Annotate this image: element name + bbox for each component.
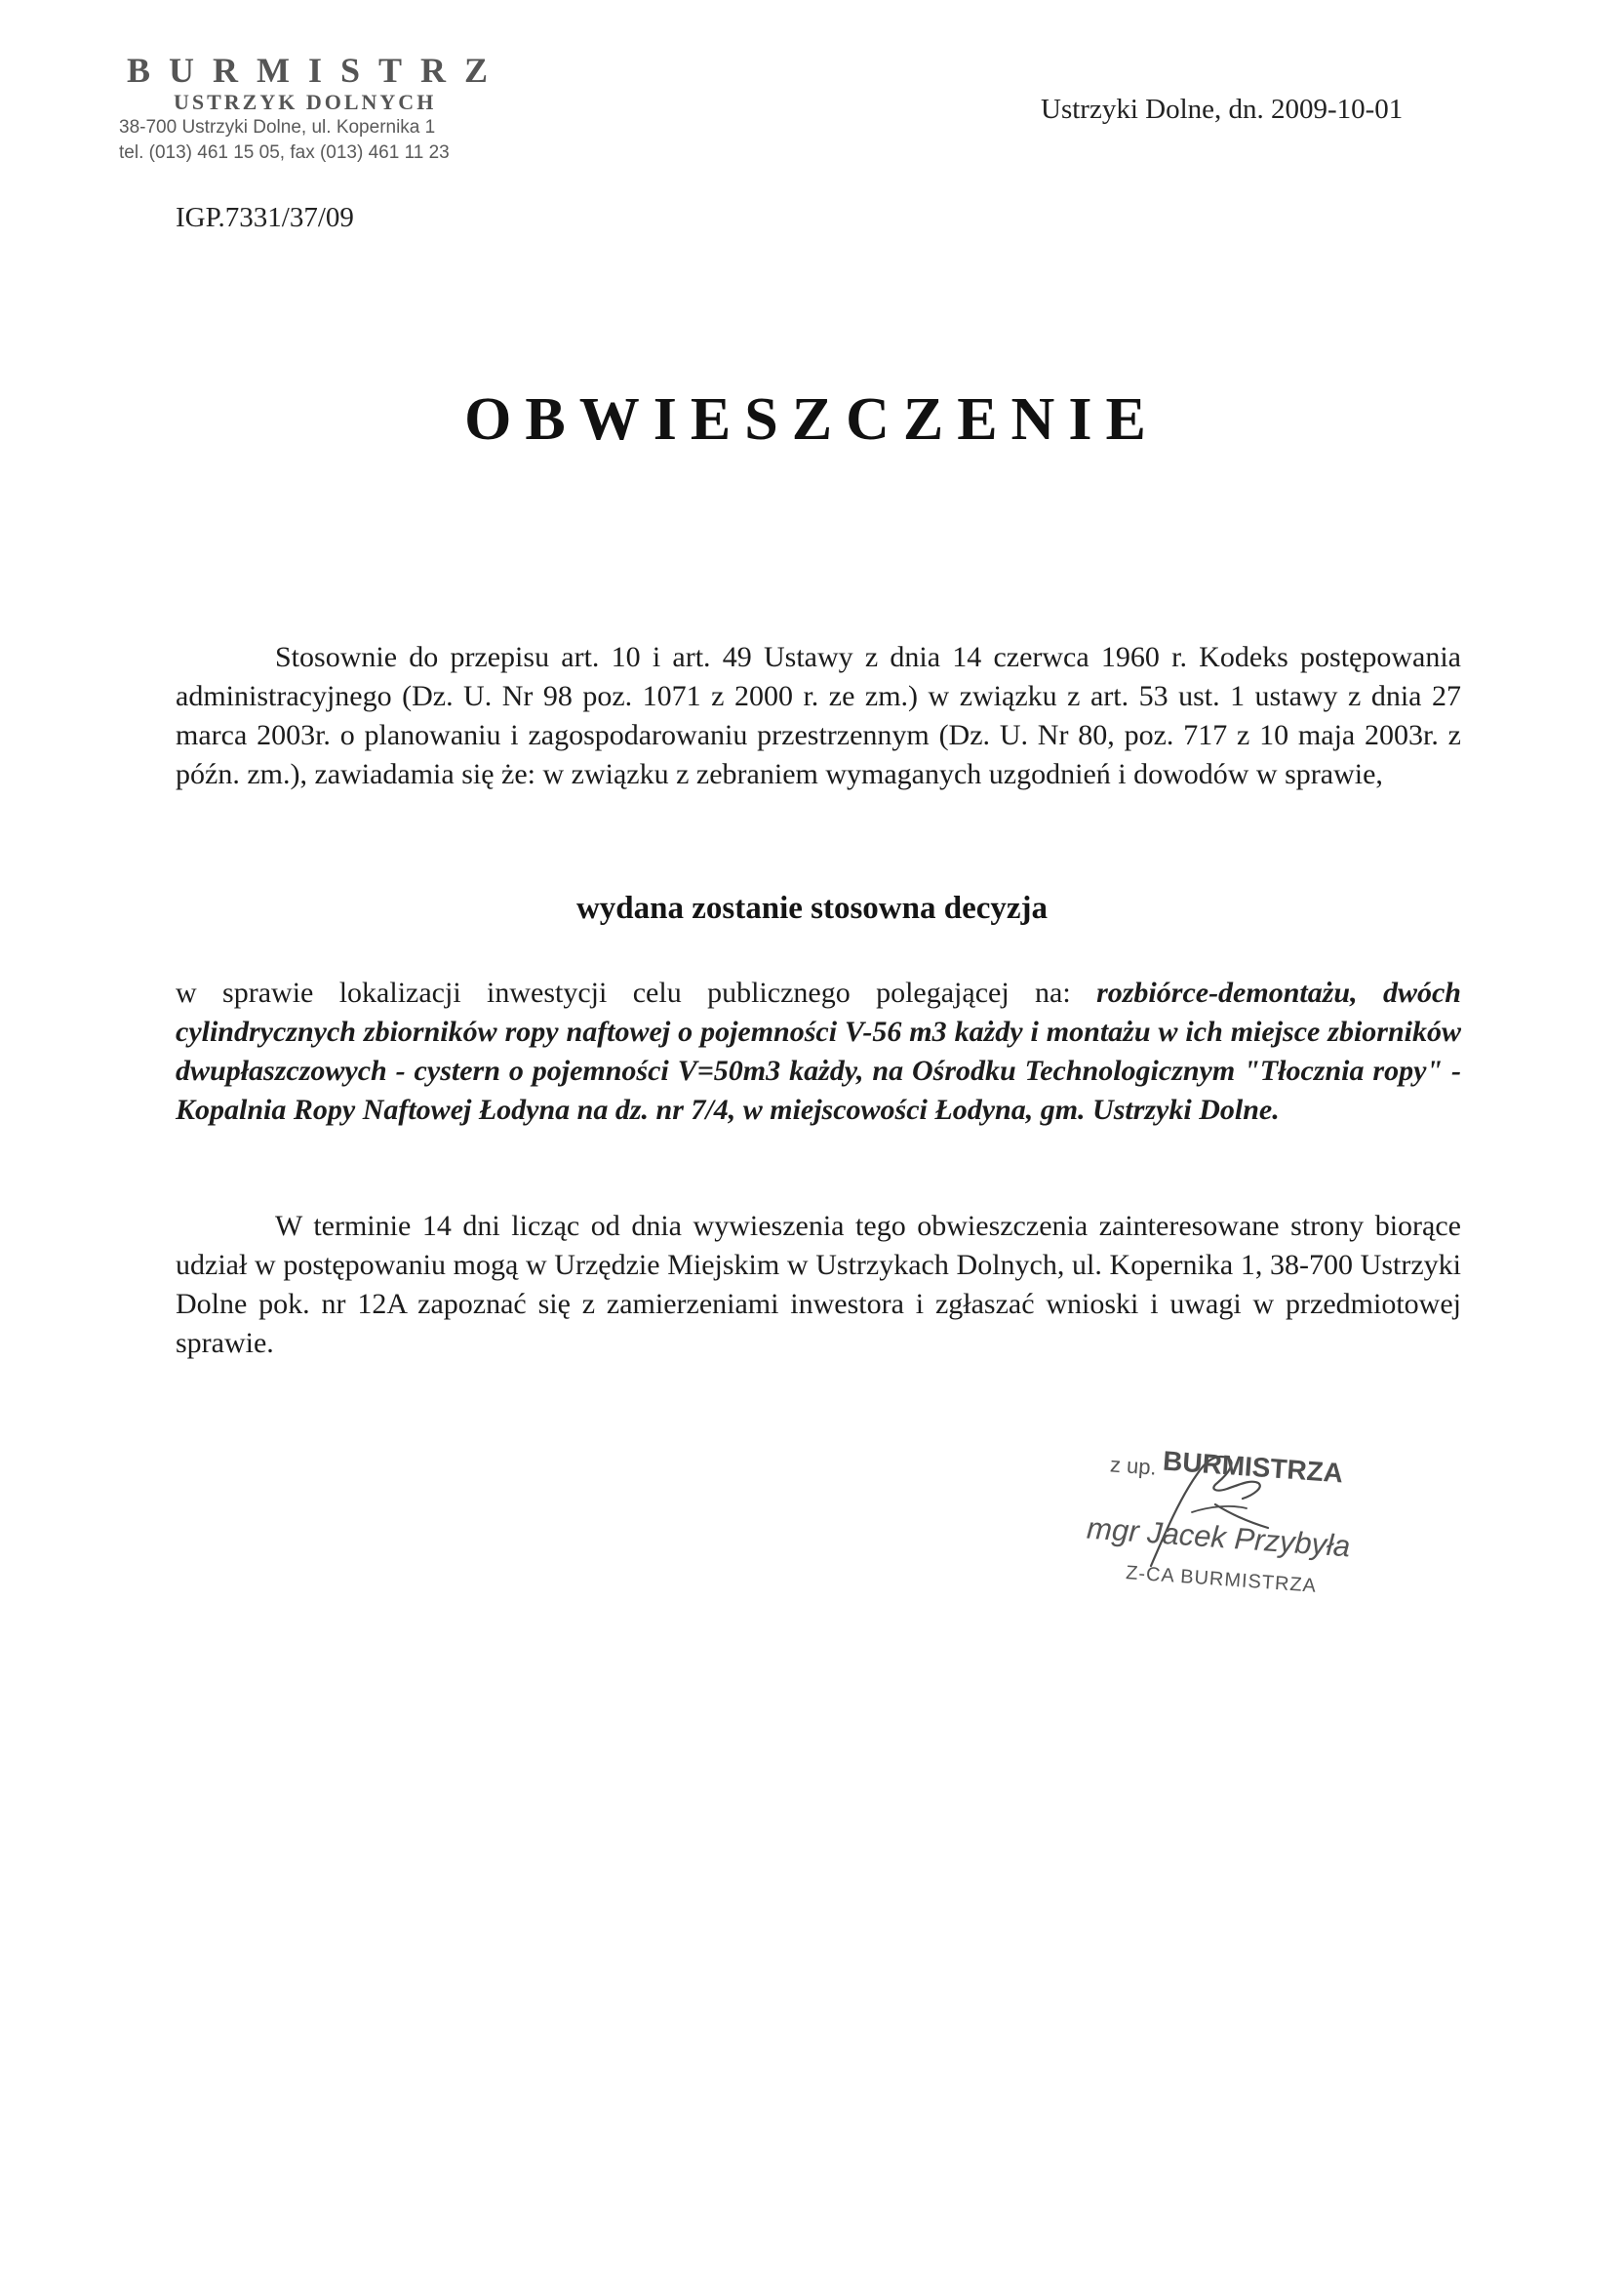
investment-intro: w sprawie lokalizacji inwestycji celu publicznego polegającej na: [176,977,1097,1009]
investment-description: rozbiórce-demontażu, dwóch cylindrycznych zbiorników ropy naftowej o pojemności V-56 m3 każdy i montażu w ich miejsce zbiorników dwupłaszczowych - cystern o pojemności V=50m3 każdy, na Ośrodku Technologicznym "Tłocznia ropy" - Kopalnia Ropy Naftowej Łodyna na dz. nr 7/4, w miejscowości Łodyna, gm. Ustrzyki Dolne. [176,977,1461,1126]
legal-basis-paragraph: Stosownie do przepisu art. 10 i art. 49 Ustawy z dnia 14 czerwca 1960 r. Kodeks postępowania administracyjnego (Dz. U. Nr 98 poz. 1071 z 2000 r. ze zm.) w związku z art. 53 ust. 1 ustawy z dnia 27 marca 2003r. o planowaniu i zagospodarowaniu przestrzennym (Dz. U. Nr 80, poz. 717 z 10 maja 2003r. z późn. zm.), zawiadamia się że: w związku z zebraniem wymaganych uzgodnień i dowodów w sprawie, [176,641,1461,790]
document-title: OBWIESZCZENIE [464,386,1160,453]
letterhead-subtitle: USTRZYK DOLNYCH [174,90,437,114]
letterhead-title: BURMISTRZ [127,51,507,90]
deadline-paragraph: W terminie 14 dni licząc od dnia wywieszenia tego obwieszczenia zainteresowane strony biorące udział w postępowaniu mogą w Urzędzie Miejskim w Ustrzykach Dolnych, ul. Kopernika 1, 38-700 Ustrzyki Dolne pok. nr 12A zapoznać się z zamierzeniami inwestora i zgłaszać wnioski i uwagi w przedmiotowej sprawie. [176,1210,1461,1359]
investment-paragraph [176,974,1461,1130]
reference-number: IGP.7331/37/09 [176,202,354,233]
document-date: Ustrzyki Dolne, dn. 2009-10-01 [1041,94,1404,125]
signature-block [1073,1444,1395,1620]
letterhead-stamp [119,51,509,166]
decision-heading: wydana zostanie stosowna decyzja [575,891,1049,926]
signature-on-behalf: z up. [1109,1452,1158,1480]
signatory-function: Z-CA BURMISTRZA [1125,1562,1318,1597]
signatory-name: mgr Jacek Przybyła [1086,1510,1352,1564]
letterhead-phone: tel. (013) 461 15 05, fax (013) 461 11 23 [119,142,450,163]
signature-authority: BURMISTRZA [1162,1445,1344,1489]
letterhead-address: 38-700 Ustrzyki Dolne, ul. Kopernika 1 [119,117,436,138]
